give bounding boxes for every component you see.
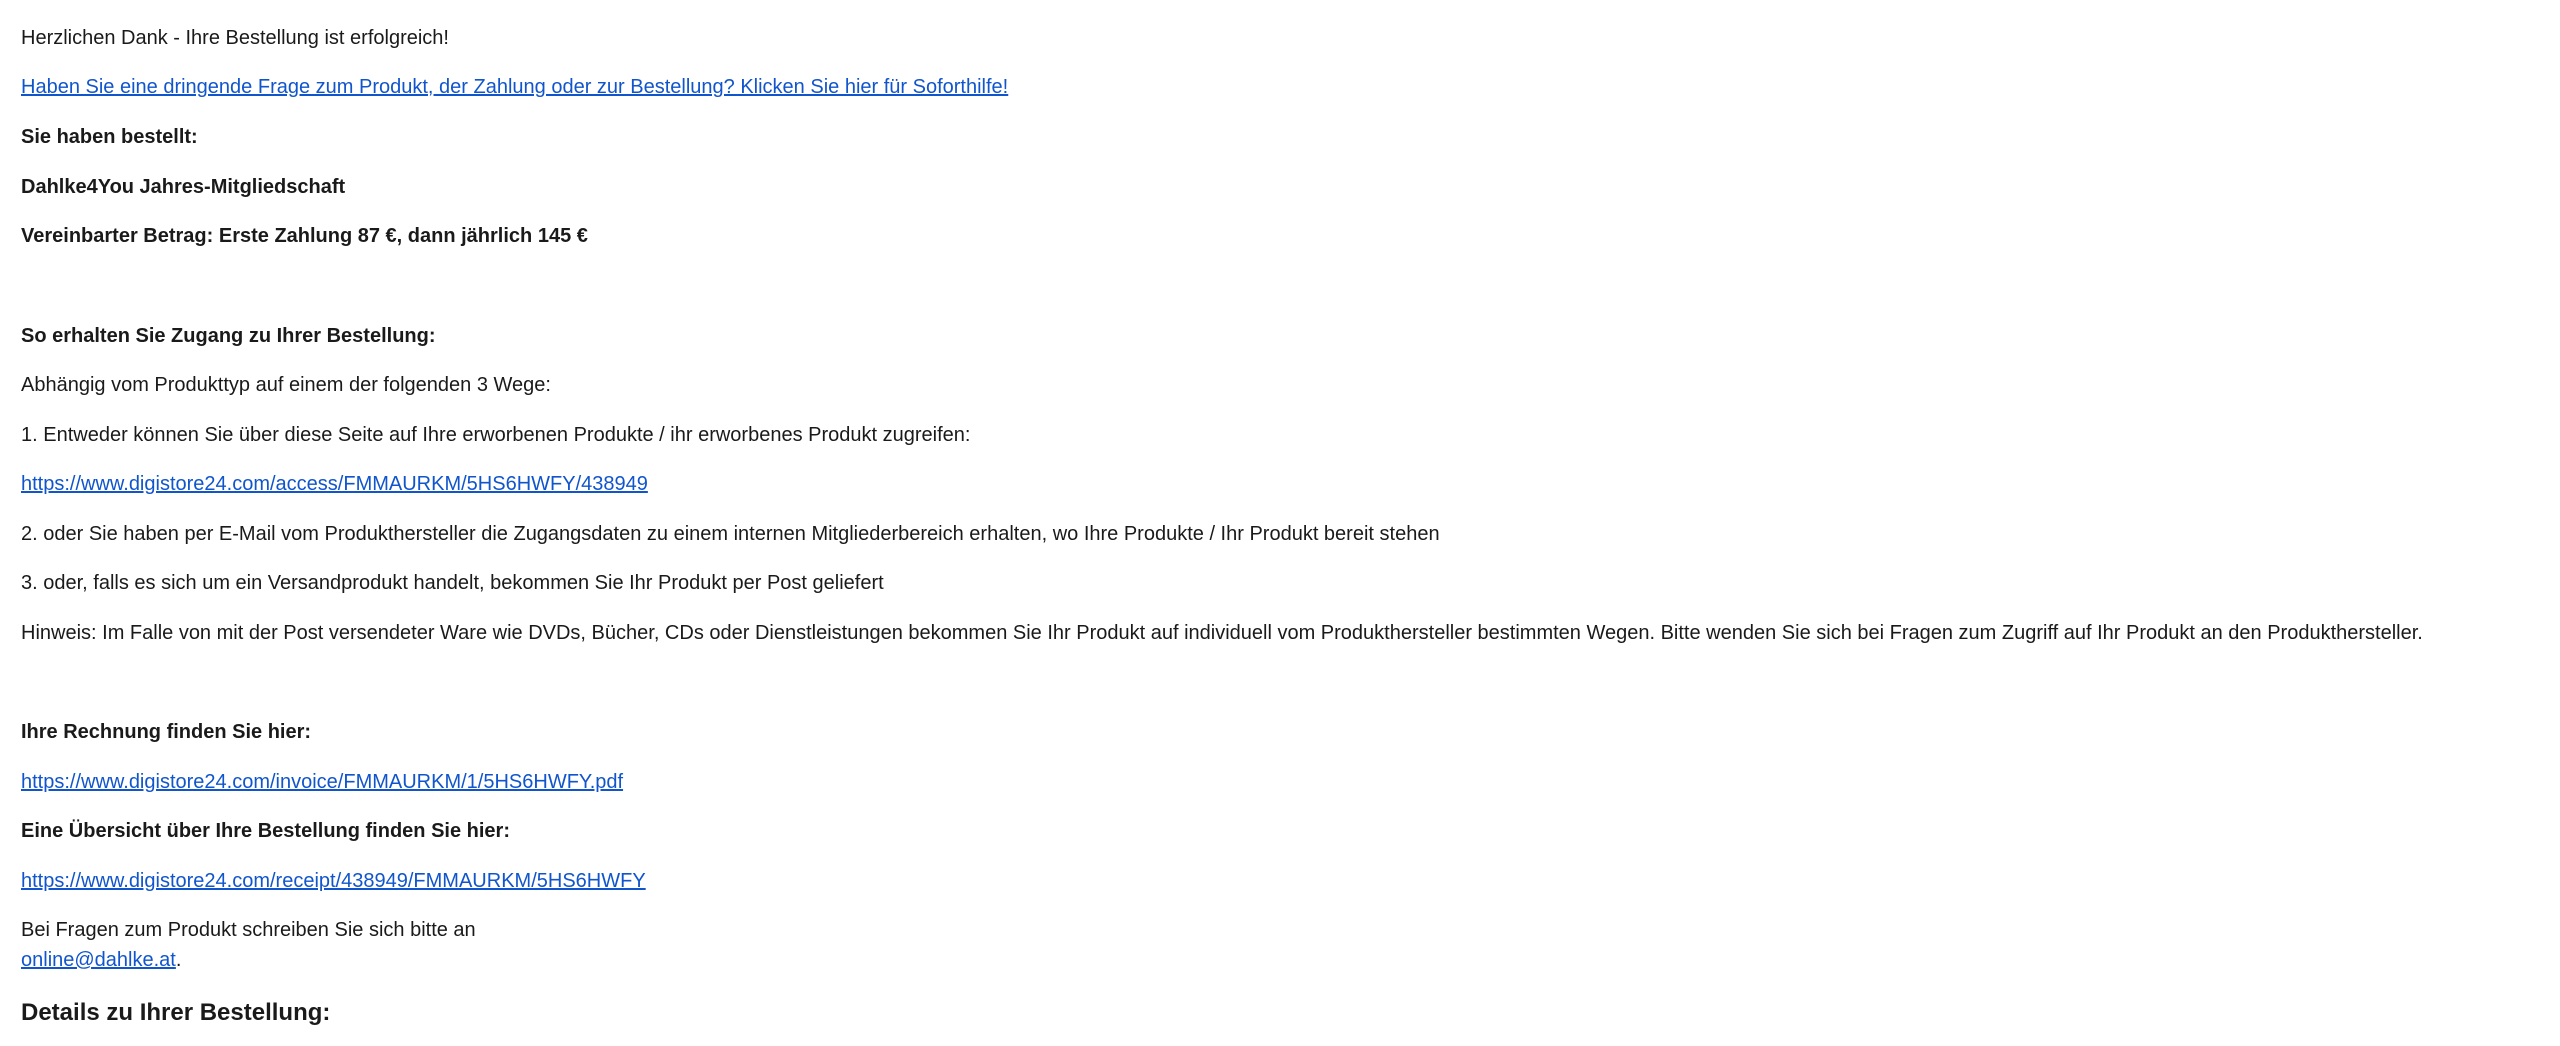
access-way-1: 1. Entweder können Sie über diese Seite auf Ihre erworbenen Produkte / ihr erworbenes Produkt zugreifen:: [21, 424, 971, 446]
invoice-heading: Ihre Rechnung finden Sie hier:: [21, 721, 312, 743]
questions-text: Bei Fragen zum Produkt schreiben Sie sich bitte an: [21, 919, 476, 941]
access-intro: Abhängig vom Produkttyp auf einem der folgenden 3 Wege:: [21, 374, 551, 396]
ordered-heading: Sie haben bestellt:: [21, 126, 198, 148]
details-heading: Details zu Ihrer Bestellung:: [21, 999, 331, 1026]
invoice-link[interactable]: https://www.digistore24.com/invoice/FMMAURKM/1/5HS6HWFY.pdf: [21, 771, 624, 793]
thanks-message: Herzlichen Dank - Ihre Bestellung ist erfolgreich!: [21, 27, 449, 49]
shipping-hint: Hinweis: Im Falle von mit der Post versendeter Ware wie DVDs, Bücher, CDs oder Dienstleistungen bekommen Sie Ihr Produkt auf individuell vom Produkthersteller bestimmten Wegen. Bitte wenden Sie sich bei Fragen zum Zugriff auf Ihr Produkt an den Produkthersteller.: [21, 622, 2423, 644]
access-way-3: 3. oder, falls es sich um ein Versandprodukt handelt, bekommen Sie Ihr Produkt per Post geliefert: [21, 572, 884, 594]
contact-line: [21, 948, 181, 972]
receipt-link[interactable]: https://www.digistore24.com/receipt/438949/FMMAURKM/5HS6HWFY: [21, 870, 646, 892]
access-heading: So erhalten Sie Zugang zu Ihrer Bestellung:: [21, 325, 436, 347]
access-way-2: 2. oder Sie haben per E-Mail vom Produkthersteller die Zugangsdaten zu einem internen Mitgliederbereich erhalten, wo Ihre Produkte / Ihr Produkt bereit stehen: [21, 523, 1440, 545]
contact-suffix: .: [175, 949, 182, 971]
product-name: Dahlke4You Jahres-Mitgliedschaft: [21, 176, 346, 198]
help-link[interactable]: Haben Sie eine dringende Frage zum Produkt, der Zahlung oder zur Bestellung? Klicken Sie hier für Soforthilfe!: [21, 76, 1009, 98]
clipped-text-fragment: [21, 0, 51, 2]
agreed-amount: Vereinbarter Betrag: Erste Zahlung 87 €, dann jährlich 145 €: [21, 225, 588, 247]
overview-heading: Eine Übersicht über Ihre Bestellung finden Sie hier:: [21, 820, 510, 842]
contact-email-link[interactable]: online@dahlke.at: [21, 949, 176, 971]
access-link[interactable]: https://www.digistore24.com/access/FMMAURKM/5HS6HWFY/438949: [21, 473, 648, 495]
